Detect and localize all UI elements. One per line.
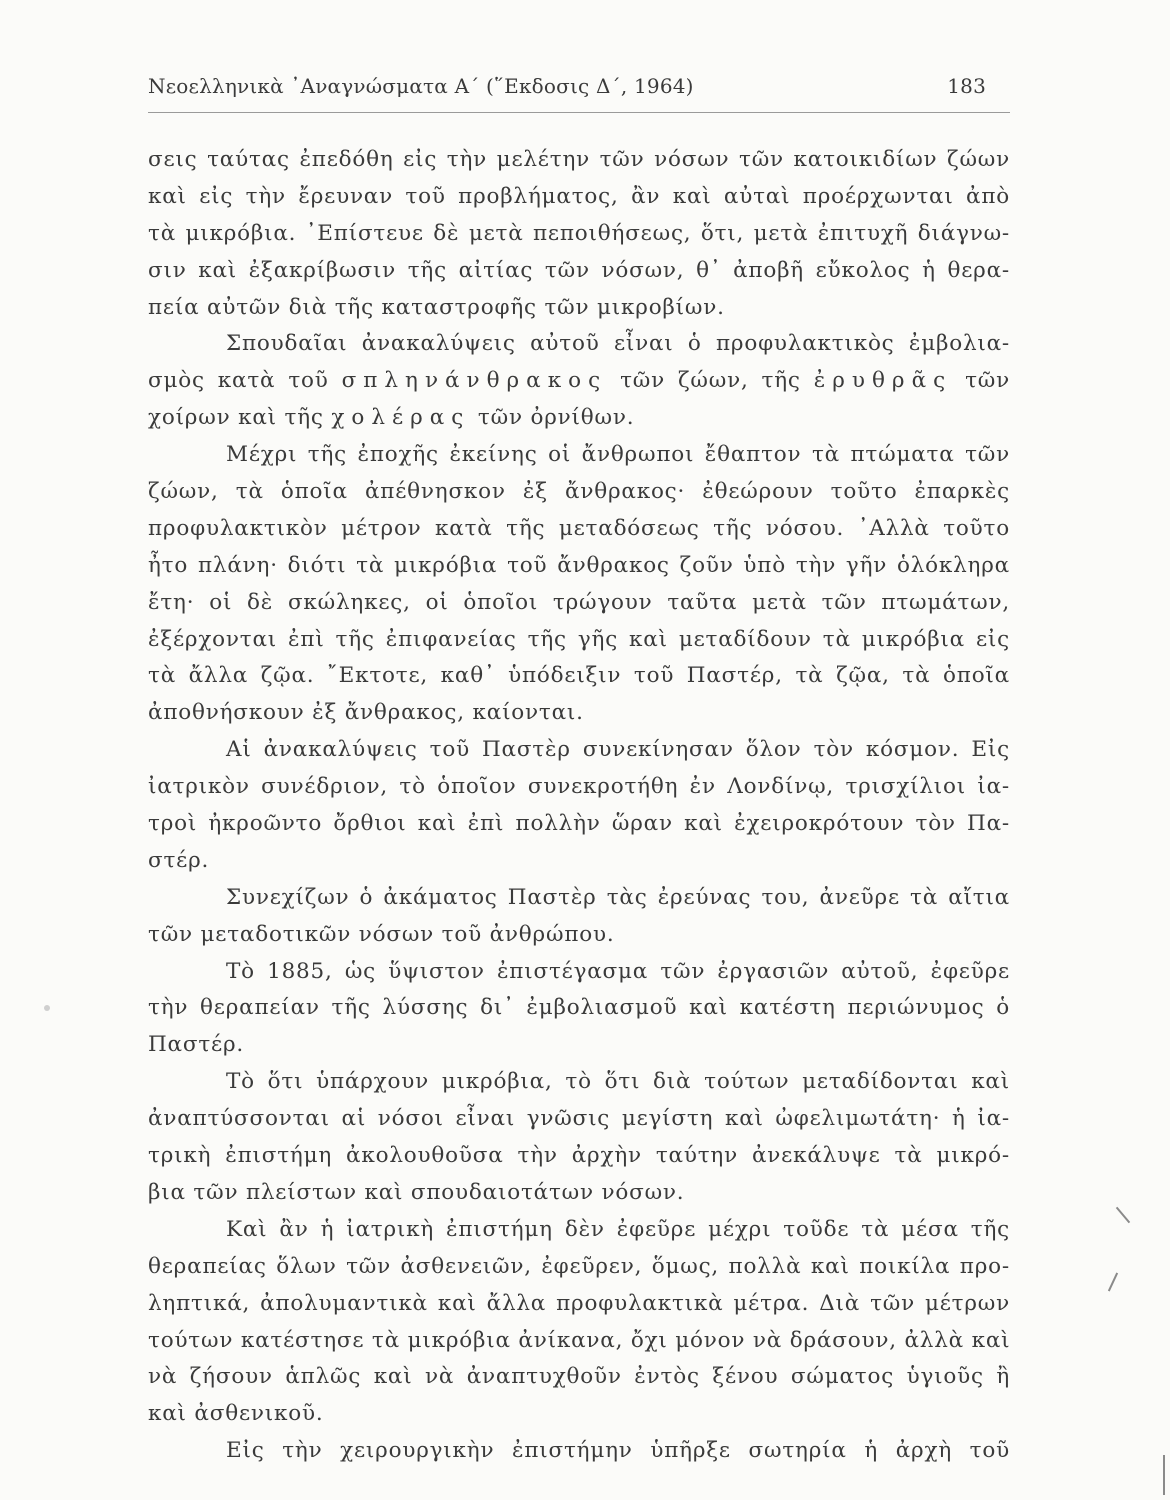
text-line: ζώων, τὰ ὁποῖα ἀπέθνησκον ἐξ ἄνθρακος· ἐθεώρουν τοῦτο ἐπαρκὲς — [148, 479, 1010, 505]
paragraph-start: Εἰς τὴν χειρουργικὴν ἐπιστήμην ὑπῆρξε σωτηρία ἡ ἀρχὴ τοῦ — [226, 1438, 1010, 1464]
header-title: Νεοελληνικὰ ᾿Αναγνώσματα Α΄ (῞Εκδοσις Δ΄, 1964) — [148, 74, 694, 98]
scan-mark — [1108, 1273, 1118, 1292]
body-text — [148, 142, 1010, 1470]
spaced-term: ἐρυθρᾶς — [813, 368, 953, 394]
text-line: καὶ εἰς τὴν ἔρευναν τοῦ προβλήματος, ἂν καὶ αὐταὶ προέρχωνται ἀπὸ — [148, 183, 1010, 209]
text-line: τρικὴ ἐπιστήμη ἀκολουθοῦσα τὴν ἀρχὴν ταύτην ἀνεκάλυψε τὰ μικρό- — [148, 1143, 1010, 1169]
text-line: τῶν μεταδοτικῶν νόσων τοῦ ἀνθρώπου. — [148, 921, 615, 947]
paragraph-start: Αἱ ἀνακαλύψεις τοῦ Παστὲρ συνεκίνησαν ὅλον τὸν κόσμον. Εἰς — [226, 737, 1010, 763]
paragraph-start: Μέχρι τῆς ἐποχῆς ἐκείνης οἱ ἄνθρωποι ἔθαπτον τὰ πτώματα τῶν — [226, 442, 1010, 468]
text-line-spaced: σμὸς κατὰ τοῦ σπληνάνθρακος τῶν ζώων, τῆς ἐρυθρᾶς τῶν — [148, 368, 1011, 394]
paragraph-start: Συνεχίζων ὁ ἀκάματος Παστὲρ τὰς ἐρεύνας του, ἀνεῦρε τὰ αἴτια — [226, 884, 1010, 910]
paragraph-start: Τὸ ὅτι ὑπάρχουν μικρόβια, τὸ ὅτι διὰ τούτων μεταδίδονται καὶ — [226, 1069, 1010, 1095]
paragraph-start: Τὸ 1885, ὡς ὕψιστον ἐπιστέγασμα τῶν ἐργασιῶν αὐτοῦ, ἐφεῦρε — [226, 958, 1010, 984]
text-line-spaced: χοίρων καὶ τῆς χολέρας τῶν ὀρνίθων. — [148, 405, 635, 431]
text-line: τροὶ ἠκροῶντο ὄρθιοι καὶ ἐπὶ πολλὴν ὥραν καὶ ἐχειροκρότουν τὸν Πα- — [148, 811, 1010, 837]
scan-speck — [44, 1005, 50, 1011]
text-line: τὴν θεραπείαν τῆς λύσσης δι᾿ ἐμβολιασμοῦ καὶ κατέστη περιώνυμος ὁ — [148, 995, 1010, 1021]
paragraph-start: Καὶ ἂν ἡ ἰατρικὴ ἐπιστήμη δὲν ἐφεῦρε μέχρι τοῦδε τὰ μέσα τῆς — [226, 1216, 1010, 1242]
paragraph-start: Σπουδαῖαι ἀνακαλύψεις αὐτοῦ εἶναι ὁ προφυλακτικὸς ἐμβολια- — [226, 331, 1010, 357]
text-line: ληπτικά, ἀπολυμαντικὰ καὶ ἄλλα προφυλακτικὰ μέτρα. Διὰ τῶν μέτρων — [148, 1290, 1010, 1316]
text-line: ἀναπτύσσονται αἱ νόσοι εἶναι γνῶσις μεγίστη καὶ ὠφελιμωτάτη· ἡ ἰα- — [148, 1106, 1010, 1132]
text-line: καὶ ἀσθενικοῦ. — [148, 1401, 324, 1427]
text-line: ἦτο πλάνη· διότι τὰ μικρόβια τοῦ ἄνθρακος ζοῦν ὑπὸ τὴν γῆν ὁλόκληρα — [148, 552, 1010, 578]
scan-mark — [1116, 1207, 1130, 1224]
page-number: 183 — [947, 74, 986, 98]
text-line: τούτων κατέστησε τὰ μικρόβια ἀνίκανα, ὄχι μόνον νὰ δράσουν, ἀλλὰ καὶ — [148, 1327, 1011, 1353]
text-line: τὰ ἄλλα ζῷα. ῎Εκτοτε, καθ᾿ ὑπόδειξιν τοῦ Παστέρ, τὰ ζῷα, τὰ ὁποῖα — [148, 663, 1010, 689]
scan-mark — [1163, 1455, 1165, 1495]
text-line: βια τῶν πλείστων καὶ σπουδαιοτάτων νόσων. — [148, 1179, 685, 1205]
text-line: θεραπείας ὅλων τῶν ἀσθενειῶν, ἐφεῦρεν, ὅμως, πολλὰ καὶ ποικίλα προ- — [148, 1253, 1010, 1279]
running-header — [148, 74, 1010, 104]
text-line: ἐξέρχονται ἐπὶ τῆς ἐπιφανείας τῆς γῆς καὶ μεταδίδουν τὰ μικρόβια εἰς — [148, 626, 1010, 652]
header-rule — [148, 112, 1010, 113]
text-line: σεις ταύτας ἐπεδόθη εἰς τὴν μελέτην τῶν νόσων τῶν κατοικιδίων ζώων — [148, 147, 1010, 172]
spaced-term: σπληνάνθρακος — [341, 368, 608, 394]
text-line: σιν καὶ ἐξακρίβωσιν τῆς αἰτίας τῶν νόσων, θ᾿ ἀποβῆ εὔκολος ἡ θερα- — [148, 257, 1010, 283]
text-line: στέρ. — [148, 847, 210, 873]
text-line: Παστέρ. — [148, 1032, 245, 1058]
spaced-term: χολέρας — [331, 405, 471, 431]
text-line: ἔτη· οἱ δὲ σκώληκες, οἱ ὁποῖοι τρώγουν ταῦτα μετὰ τῶν πτωμάτων, — [148, 589, 1010, 615]
text-line: προφυλακτικὸν μέτρον κατὰ τῆς μεταδόσεως τῆς νόσου. ᾿Αλλὰ τοῦτο — [148, 515, 1010, 541]
text-line: ἰατρικὸν συνέδριον, τὸ ὁποῖον συνεκροτήθη ἐν Λονδίνῳ, τρισχίλιοι ἰα- — [148, 774, 1010, 800]
text-line: τὰ μικρόβια. ᾿Επίστευε δὲ μετὰ πεποιθήσεως, ὅτι, μετὰ ἐπιτυχῆ διάγνω- — [148, 220, 1010, 246]
text-line: πεία αὐτῶν διὰ τῆς καταστροφῆς τῶν μικροβίων. — [148, 294, 725, 320]
text-line: ἀποθνήσκουν ἐξ ἄνθρακος, καίονται. — [148, 700, 584, 726]
text-line: νὰ ζήσουν ἁπλῶς καὶ νὰ ἀναπτυχθοῦν ἐντὸς ξένου σώματος ὑγιοῦς ἢ — [148, 1364, 1010, 1390]
